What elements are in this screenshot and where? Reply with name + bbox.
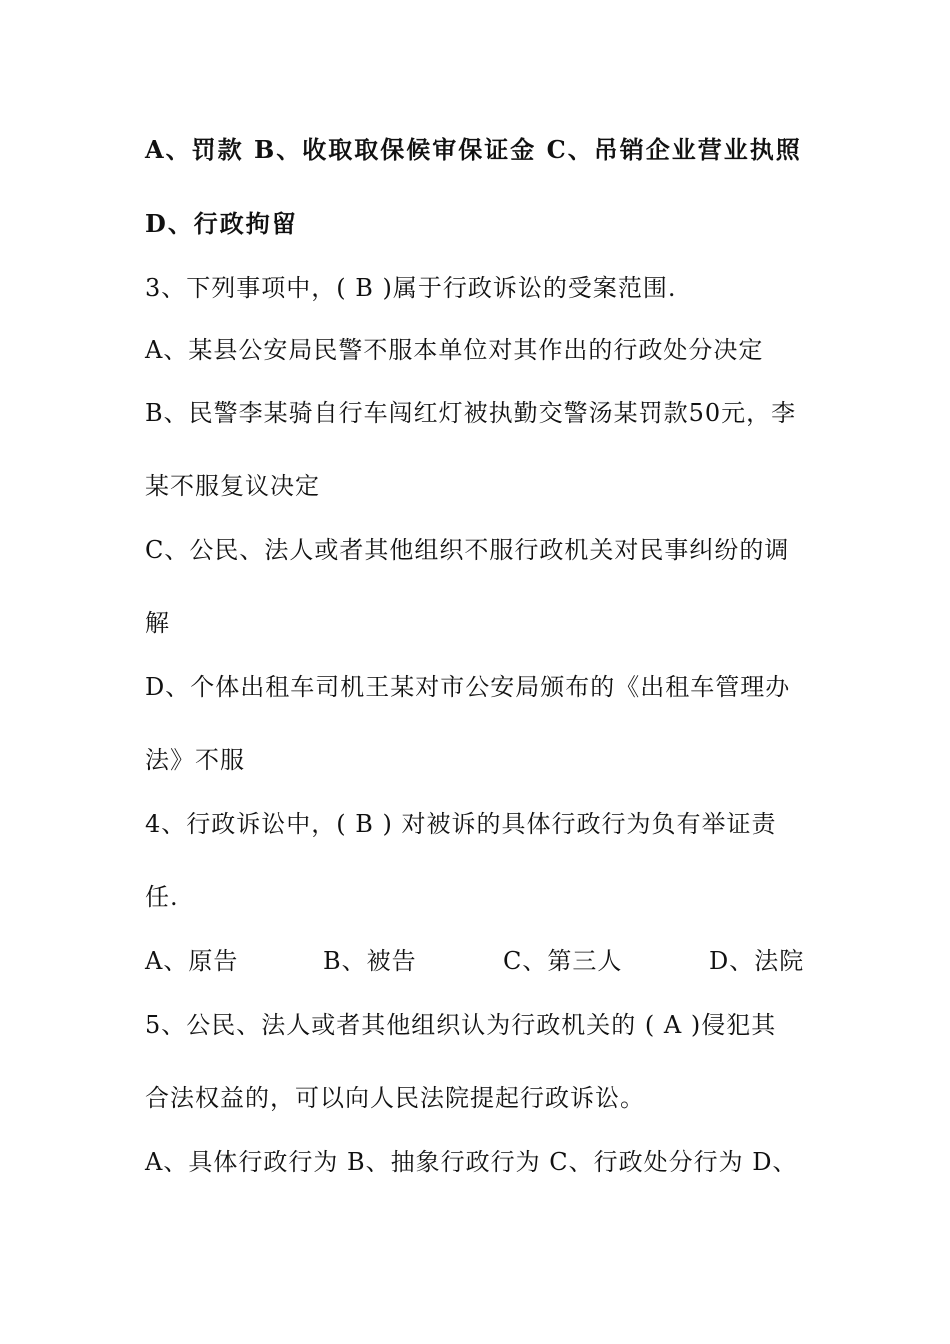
q3-option-c-line-1: C、公民、法人或者其他组织不服行政机关对民事纠纷的调: [145, 536, 790, 564]
q4-stem-line-1: 4、行政诉讼中，( B ) 对被诉的具体行政行为负有举证责: [145, 810, 777, 838]
q3-option-a: A、某县公安局民警不服本单位对其作出的行政处分决定: [145, 336, 764, 364]
q5-stem-line-1: 5、公民、法人或者其他组织认为行政机关的 ( A )侵犯其: [145, 1011, 777, 1039]
q4-options: [145, 944, 820, 978]
q4-stem-line-2: 任.: [145, 883, 179, 911]
q4-option-c: C、第三人: [503, 947, 623, 975]
q3-option-d-line-1: D、个体出租车司机王某对市公安局颁布的《出租车管理办: [145, 673, 791, 701]
q3-option-b-line-1: B、民警李某骑自行车闯红灯被执勤交警汤某罚款50元，李: [145, 399, 797, 427]
q3-option-c-line-2: 解: [145, 609, 170, 637]
q4-option-b: B、被告: [323, 947, 417, 975]
q3-option-d-line-2: 法》不服: [145, 746, 245, 774]
q3-option-b-line-2: 某不服复议决定: [145, 472, 320, 500]
q4-option-d: D、法院: [709, 947, 805, 975]
q2-options-line-1: A、罚款 B、收取取保候审保证金 C、吊销企业营业执照: [145, 135, 802, 164]
q4-option-a: A、原告: [145, 947, 239, 975]
q5-options: A、具体行政行为 B、抽象行政行为 C、行政处分行为 D、: [145, 1148, 798, 1176]
q5-stem-line-2: 合法权益的，可以向人民法院提起行政诉讼。: [145, 1084, 645, 1112]
q2-options-line-2: D、行政拘留: [145, 209, 298, 238]
q3-stem: 3、下列事项中，( B )属于行政诉讼的受案范围.: [145, 274, 677, 302]
